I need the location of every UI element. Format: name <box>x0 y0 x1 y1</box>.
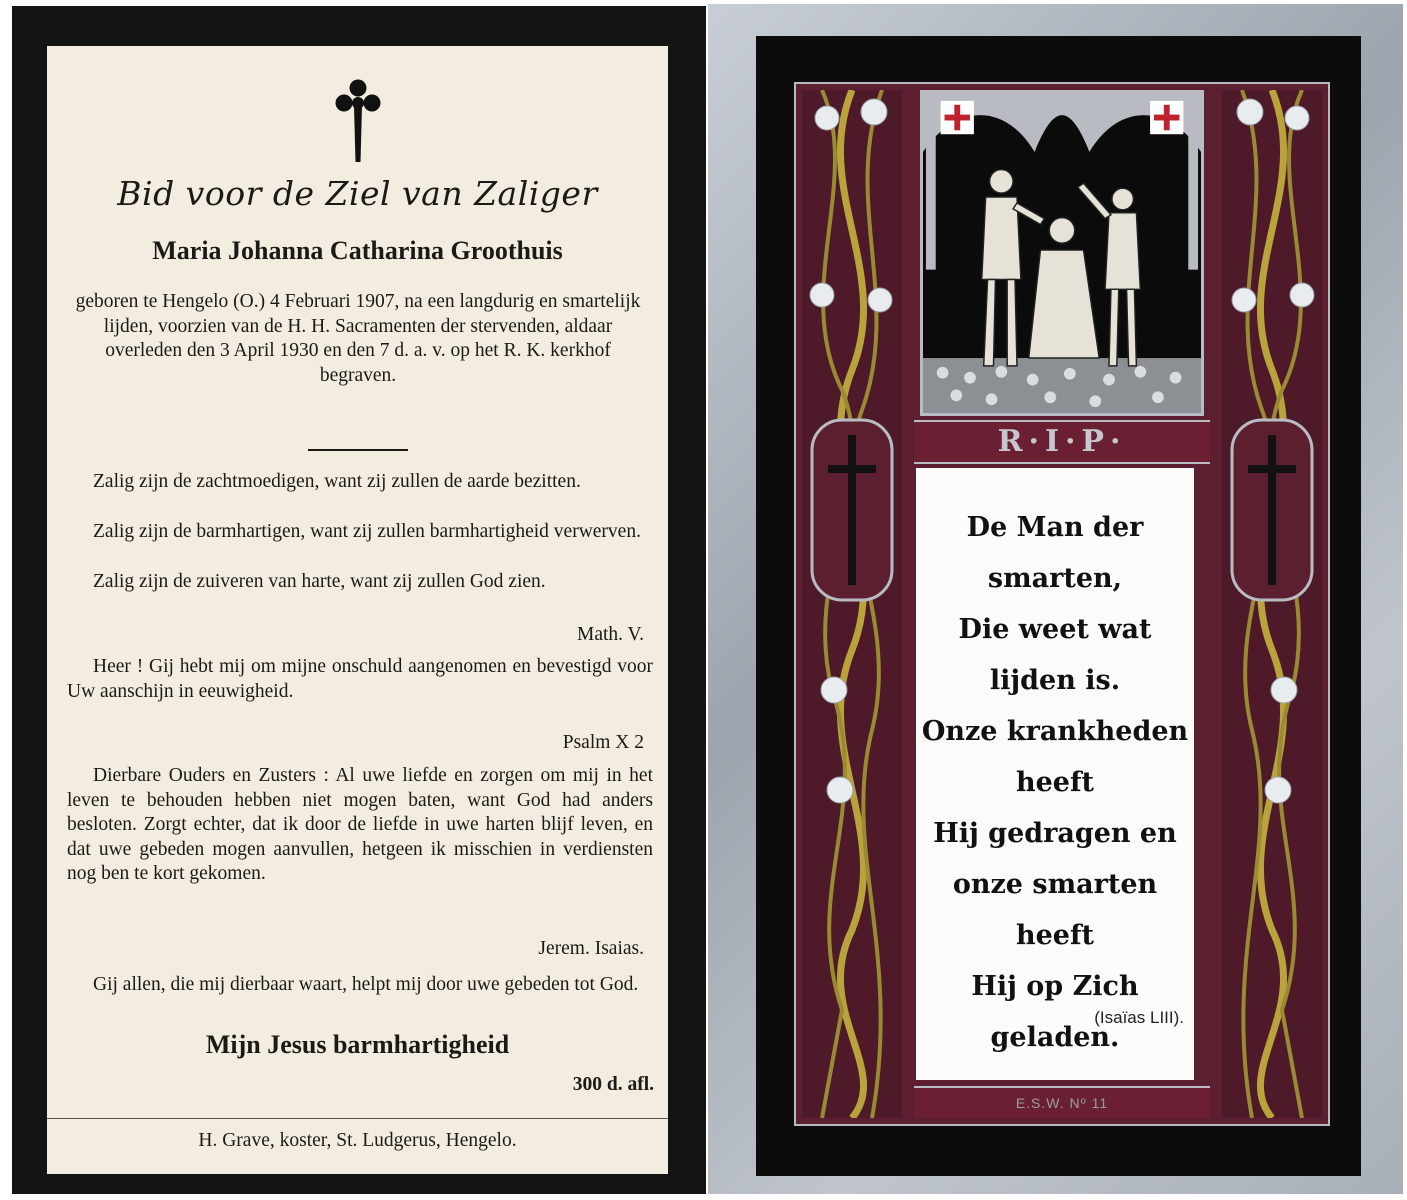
parents-reference: Jerem. Isaias. <box>538 938 644 959</box>
parents-text: Dierbare Ouders en Zusters : Al uwe liefde en zorgen om mij in het leven te behouden hebben niet mogen baten, want God had anders besloten. Zorgt echter, dat ik door de liefde in uwe harten blijf leven, en dat uwe gebeden mogen aanvullen, hetgeen ik misschien in verdiensten nog ben te kort gekomen. <box>67 765 653 884</box>
psalm-reference: Psalm X 2 <box>562 732 644 753</box>
memorial-card-image-side <box>708 4 1403 1194</box>
biography-text: geboren te Hengelo (O.) 4 Februari 1907, na een langdurig en smartelijk lijden, voorzien van de H. H. Sacramenten der stervenden, aldaar overleden den 3 April 1930 en den 7 d. a. v. op het R. K. kerkhof begraven. <box>75 291 641 386</box>
publisher-mark: E.S.W. Nº 11 <box>1015 1095 1109 1111</box>
beatitude-3: Zalig zijn de zuiveren van harte, want zij zullen God zien. <box>93 571 546 592</box>
verse-line: Onze krankheden <box>921 716 1189 747</box>
cross-icon <box>333 78 383 164</box>
verse-line: Die weet wat <box>958 614 1152 645</box>
verse-reference: (Isaïas LIII). <box>1094 1008 1184 1027</box>
rip-banner <box>914 420 1210 464</box>
lily-ornament-left <box>802 90 902 1118</box>
divider <box>308 449 408 451</box>
verse-line: De Man der <box>966 512 1144 543</box>
deceased-name: Maria Johanna Catharina Groothuis <box>152 236 563 265</box>
verse-line: Hij gedragen en <box>933 818 1177 849</box>
beatitude-1: Zalig zijn de zachtmoedigen, want zij zullen de aarde bezitten. <box>93 471 581 492</box>
verse-line: Hij op Zich <box>971 971 1139 1002</box>
verse-panel <box>916 468 1194 1080</box>
motto: Mijn Jesus barmhartigheid <box>205 1030 510 1059</box>
beatitudes-reference: Math. V. <box>576 624 644 645</box>
verse-line: onze smarten heeft <box>952 869 1158 951</box>
rip-text: R·I·P· <box>997 424 1127 459</box>
crowning-with-thorns-illustration <box>920 90 1204 416</box>
psalm-text: Heer ! Gij hebt mij om mijne onschuld aangenomen en bevestigd voor Uw aanschijn in eeuwigheid. <box>67 656 653 702</box>
verse-text <box>916 502 1194 1063</box>
beatitude-2: Zalig zijn de barmhartigen, want zij zullen barmhartigheid verwerven. <box>93 521 641 542</box>
memorial-card-text-side <box>12 6 706 1194</box>
verse-line: heeft <box>1015 767 1095 798</box>
closing-text: Gij allen, die mij dierbaar waart, helpt mij door uwe gebeden tot God. <box>93 974 639 995</box>
publisher-band <box>914 1086 1210 1118</box>
card-paper <box>47 46 668 1174</box>
verse-line: smarten, <box>987 563 1123 594</box>
lily-ornament-right <box>1222 90 1322 1118</box>
verse-line: lijden is. <box>989 665 1121 696</box>
verse-line: geladen. <box>990 1022 1120 1053</box>
footer-divider <box>47 1118 668 1119</box>
intro-heading: Bid voor de Ziel van Zaliger <box>117 174 598 213</box>
printer-line: H. Grave, koster, St. Ludgerus, Hengelo. <box>198 1130 517 1151</box>
indulgence-note: 300 d. afl. <box>572 1074 654 1095</box>
ornamental-frame <box>796 84 1328 1124</box>
